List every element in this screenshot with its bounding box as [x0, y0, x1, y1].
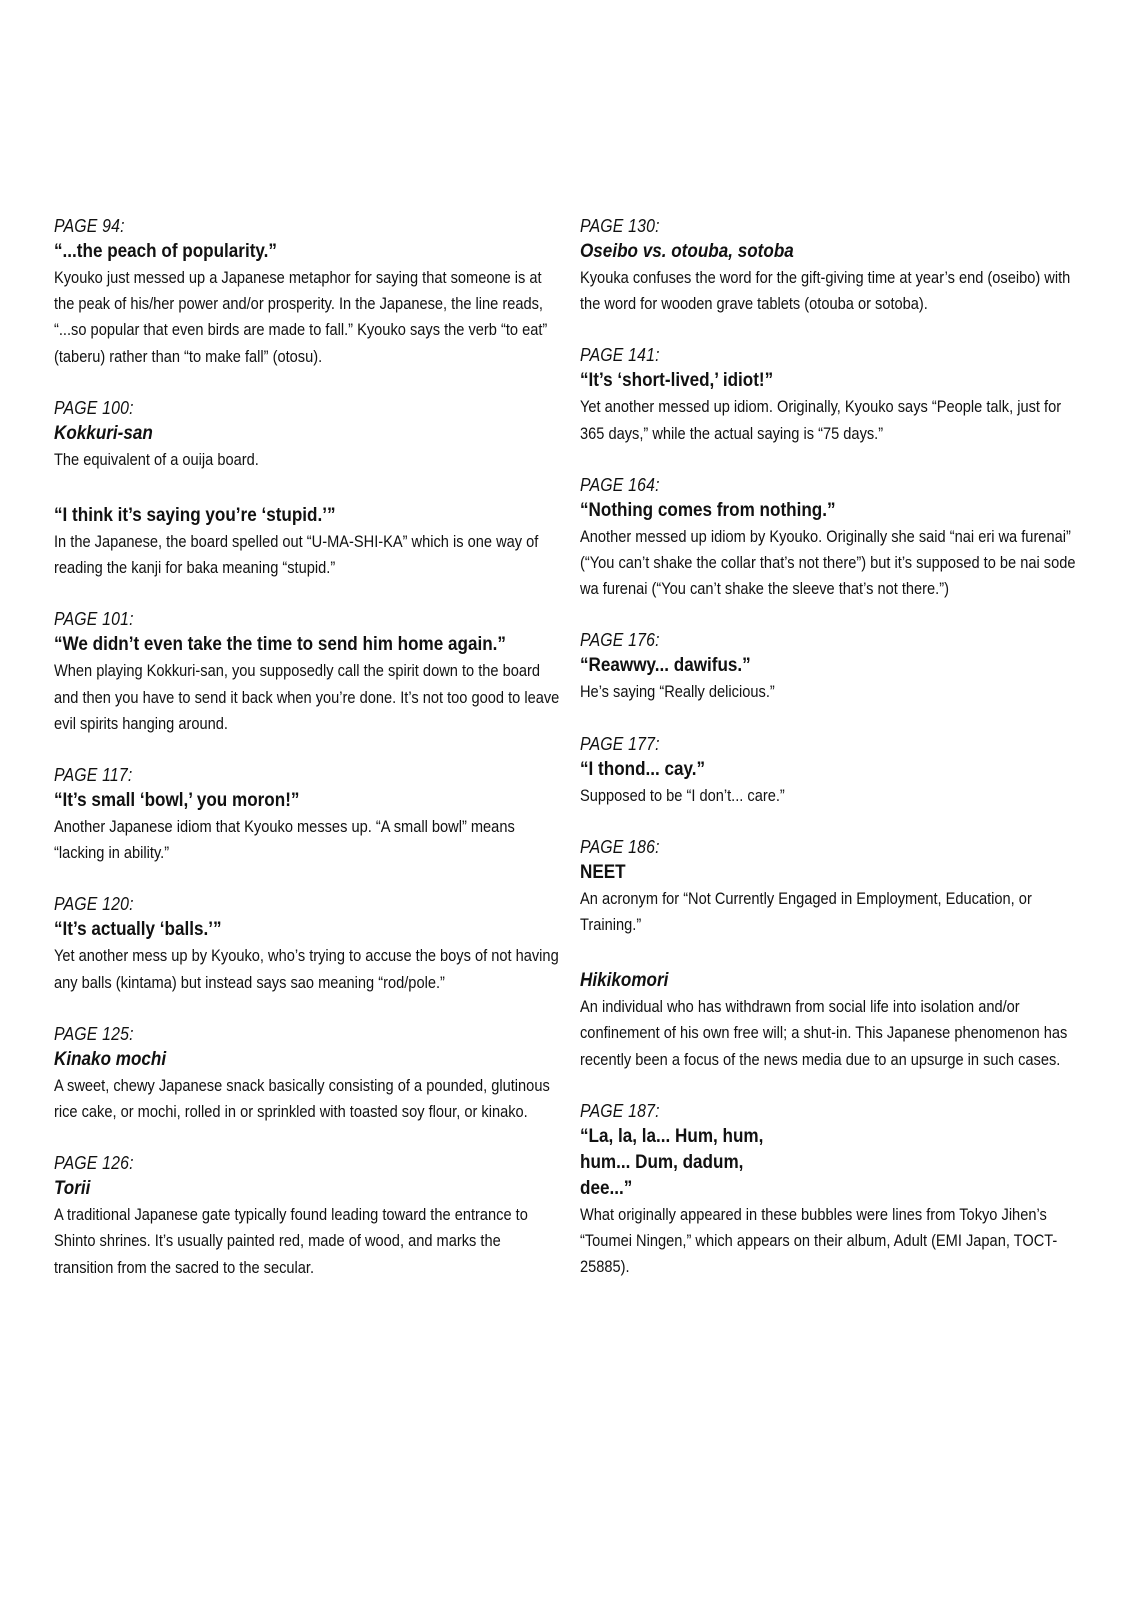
note-term: “Reawwy... dawifus.”: [580, 655, 751, 677]
page-heading: PAGE 126:: [54, 1153, 134, 1174]
note-term: “It’s small ‘bowl,’ you moron!”: [54, 790, 300, 812]
page-heading: PAGE 187:: [580, 1100, 660, 1121]
note-term: NEET: [580, 861, 626, 883]
note-entry: [54, 503, 554, 581]
note-body: He’s saying “Really delicious.”: [580, 682, 775, 702]
page-heading: PAGE 94:: [54, 216, 125, 236]
left-column: [54, 214, 560, 1281]
note-term: Kokkuri-san: [54, 422, 153, 444]
note-body: Yet another messed up idiom. Originally, Kyouko says “People talk, just for 365 days,” while the actual saying is “75 days.”: [580, 397, 1062, 443]
note-body: An individual who has withdrawn from social life into isolation and/or confinement of his own free will; a shut-in. This Japanese phenomenon has recently been a focus of the news media due to an upsurge in such cases.: [580, 997, 1068, 1069]
note-entry: [54, 1022, 554, 1125]
note-entry: [580, 968, 1080, 1073]
note-term: “La, la, la... Hum, hum, hum... Dum, dadum, dee...”: [580, 1125, 764, 1199]
note-entry: [54, 1151, 554, 1281]
note-term: Hikikomori: [580, 970, 669, 992]
page-heading: PAGE 120:: [54, 894, 134, 915]
page-heading: PAGE 125:: [54, 1023, 134, 1044]
page-heading: PAGE 117:: [54, 765, 133, 786]
note-term: “It’s actually ‘balls.’”: [54, 919, 222, 941]
note-entry: [54, 396, 554, 473]
note-term: “We didn’t even take the time to send him home again.”: [54, 634, 506, 656]
right-column: [580, 214, 1080, 1280]
note-term: Torii: [54, 1178, 91, 1200]
note-term: Kinako mochi: [54, 1048, 167, 1070]
page-heading: PAGE 130:: [580, 216, 660, 236]
note-entry: [54, 214, 554, 370]
note-entry: [580, 628, 1080, 705]
page-heading: PAGE 101:: [54, 609, 134, 630]
note-entry: [580, 343, 1080, 446]
note-term: “It’s ‘short-lived,’ idiot!”: [580, 370, 774, 392]
note-term: “...the peach of popularity.”: [54, 241, 277, 262]
note-term: “Nothing comes from nothing.”: [580, 499, 836, 521]
note-body: Another messed up idiom by Kyouko. Originally she said “nai eri wa furenai” (“You can’t shake the collar that’s not there”) but it’s supposed to be nai sode wa furenai (“You can’t shake the sleeve that’s not there.”): [580, 526, 1076, 599]
note-body: What originally appeared in these bubbles were lines from Tokyo Jihen’s “Toumei Ningen,” which appears on their album, Adult (EMI Japan, TOCT-25885).: [580, 1204, 1058, 1277]
note-body: Supposed to be “I don’t... care.”: [580, 785, 785, 805]
note-body: A traditional Japanese gate typically found leading toward the entrance to Shinto shrines. It’s usually painted red, made of wood, and marks the transition from the sacred to the secular.: [54, 1205, 528, 1277]
note-entry: [580, 214, 1080, 317]
page-heading: PAGE 176:: [580, 630, 660, 651]
note-body: Yet another mess up by Kyouko, who’s trying to accuse the boys of not having any balls (kintama) but instead says sao meaning “rod/pole.”: [54, 946, 559, 992]
note-body: The equivalent of a ouija board.: [54, 449, 259, 469]
note-body: In the Japanese, the board spelled out “U-MA-SHI-KA” which is one way of reading the kanji for baka meaning “stupid.”: [54, 532, 539, 578]
note-term: “I thond... cay.”: [580, 758, 706, 780]
note-entry: [580, 732, 1080, 809]
note-entry: [580, 1099, 1080, 1281]
note-entry: [580, 473, 1080, 603]
note-body: An acronym for “Not Currently Engaged in Employment, Education, or Training.”: [580, 888, 1032, 935]
note-entry: [580, 835, 1080, 938]
page-heading: PAGE 186:: [580, 836, 660, 857]
page-heading: PAGE 164:: [580, 474, 660, 495]
page-heading: PAGE 100:: [54, 397, 134, 418]
page-heading: PAGE 141:: [580, 345, 660, 366]
note-body: Another Japanese idiom that Kyouko messes up. “A small bowl” means “lacking in ability.”: [54, 817, 515, 863]
note-body: Kyouka confuses the word for the gift-giving time at year’s end (oseibo) with the word for wooden grave tablets (otouba or sotoba).: [580, 268, 1071, 314]
note-term: “I think it’s saying you’re ‘stupid.’”: [54, 505, 336, 527]
note-body: When playing Kokkuri-san, you supposedly call the spirit down to the board and then you have to send it back when you’re done. It’s not too good to leave evil spirits hanging around.: [54, 661, 560, 733]
note-entry: [54, 763, 554, 866]
note-entry: [54, 607, 560, 737]
page-heading: PAGE 177:: [580, 733, 660, 754]
note-body: Kyouko just messed up a Japanese metaphor for saying that someone is at the peak of his/her power and/or prosperity. In the Japanese, the line reads, “...so popular that even birds are made to fall.” Kyouko says the verb “to eat” (taberu) rather than “to make fall” (otosu).: [54, 268, 548, 366]
note-body: A sweet, chewy Japanese snack basically consisting of a pounded, glutinous rice cake, or mochi, rolled in or sprinkled with toasted soy flour, or kinako.: [54, 1075, 550, 1122]
note-term: Oseibo vs. otouba, sotoba: [580, 241, 794, 262]
note-entry: [54, 892, 559, 995]
